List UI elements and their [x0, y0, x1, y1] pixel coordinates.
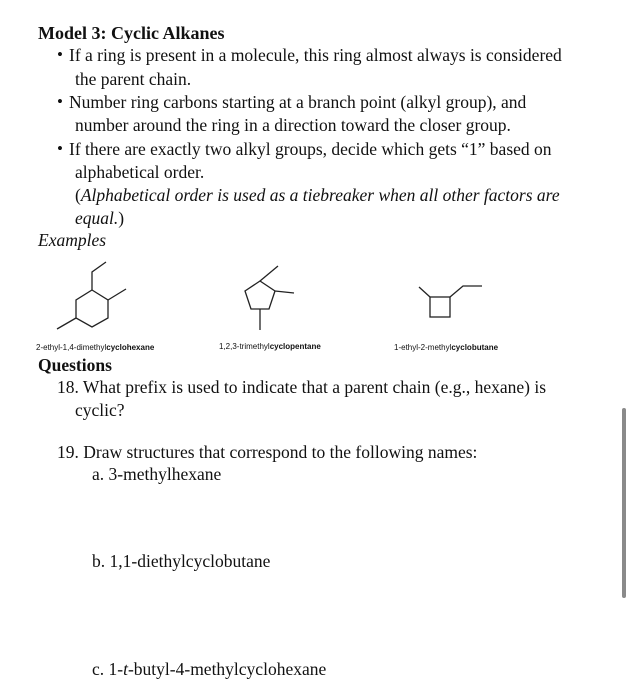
- questions-heading: Questions: [38, 355, 112, 375]
- bullet-3-line-2: alphabetical order.: [75, 162, 205, 182]
- bullet-icon: •: [57, 45, 63, 64]
- vertical-scrollbar[interactable]: [622, 408, 626, 598]
- bullet-1-line-2: the parent chain.: [75, 69, 192, 89]
- question-19-part-c: c. 1-t-butyl-4-methylcyclohexane: [92, 659, 327, 679]
- example-1-caption: 2-ethyl-1,4-dimethylcyclohexane: [36, 343, 155, 352]
- ethyl-substituent: [450, 286, 482, 297]
- question-19-part-b: b. 1,1-diethylcyclobutane: [92, 551, 271, 571]
- question-18-line-2: cyclic?: [75, 400, 125, 420]
- bullet-2-line-1: Number ring carbons starting at a branch point (alkyl group), and: [69, 92, 527, 112]
- tiebreaker-note-line-2: equal.): [75, 208, 125, 228]
- bullet-2-line-2: number around the ring in a direction toward the closer group.: [75, 115, 511, 135]
- tiebreaker-note-line-1: (Alphabetical order is used as a tiebreaker when all other factors are: [75, 185, 560, 205]
- cyclobutane-ring: [430, 297, 450, 317]
- bullet-3-line-1: If there are exactly two alkyl groups, decide which gets “1” based on: [69, 139, 552, 159]
- question-19: 19. Draw structures that correspond to the following names:: [57, 442, 478, 462]
- methyl-substituent: [419, 287, 430, 297]
- bullet-1-line-1: If a ring is present in a molecule, this ring almost always is considered: [69, 45, 562, 65]
- examples-heading: Examples: [38, 230, 107, 250]
- bullet-icon: •: [57, 92, 63, 111]
- model-title: Model 3: Cyclic Alkanes: [38, 23, 225, 43]
- question-19-part-a: a. 3-methylhexane: [92, 464, 222, 484]
- bullet-icon: •: [57, 139, 63, 158]
- example-3-caption: 1-ethyl-2-methylcyclobutane: [394, 343, 499, 352]
- question-18-line-1: 18. What prefix is used to indicate that a parent chain (e.g., hexane) is: [57, 377, 547, 397]
- example-2-caption: 1,2,3-trimethylcyclopentane: [219, 342, 321, 351]
